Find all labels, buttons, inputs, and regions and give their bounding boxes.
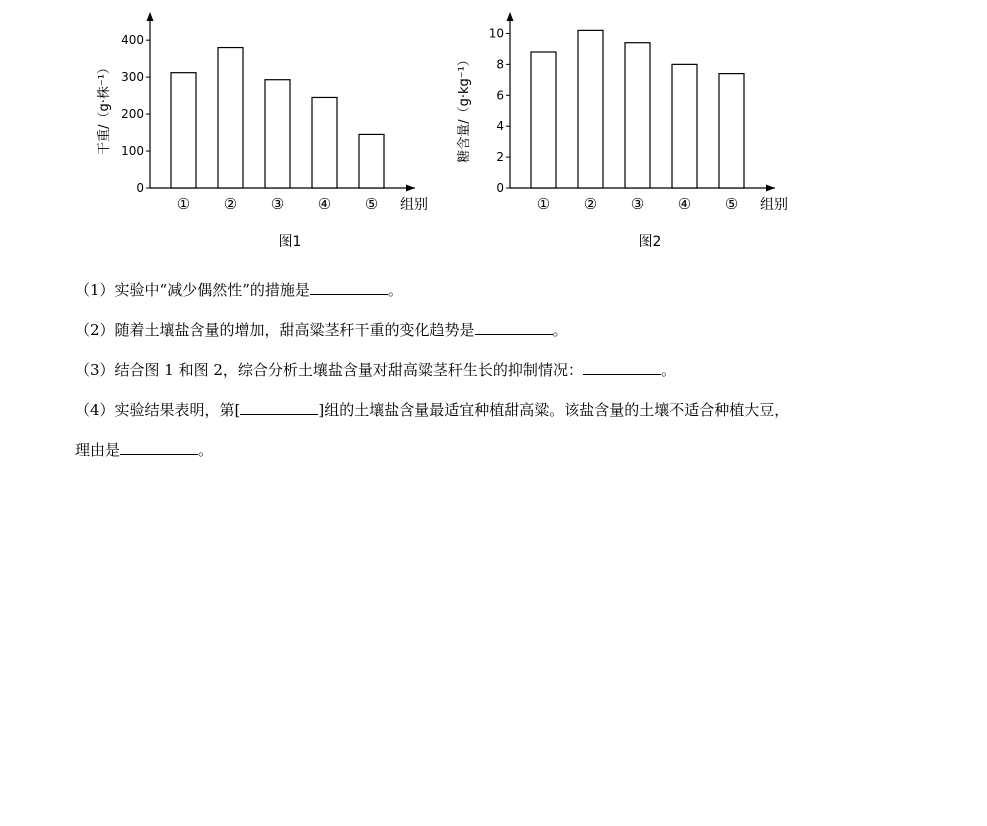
- question-end: 。: [387, 281, 403, 299]
- x-tick-label: ①: [536, 195, 551, 213]
- y-tick-label: 400: [121, 33, 144, 48]
- y-tick-label: 300: [121, 70, 144, 85]
- question-end: 。: [198, 441, 214, 459]
- x-tick-label: ⑤: [724, 195, 739, 213]
- questions: [75, 270, 955, 470]
- question-4: [75, 390, 955, 430]
- answer-blank[interactable]: [475, 320, 553, 335]
- chart-sugar-content: [440, 0, 800, 260]
- question-text: （1）实验中“减少偶然性”的措施是: [75, 281, 310, 299]
- chart-dry-weight: [80, 0, 440, 260]
- bar: [265, 80, 290, 188]
- question-text: （3）结合图 1 和图 2，综合分析土壤盐含量对甜高粱茎秆生长的抑制情况：: [75, 361, 583, 379]
- question-3: [75, 350, 955, 390]
- bar: [171, 73, 196, 188]
- bar: [672, 64, 697, 188]
- x-axis-label: 组别: [400, 197, 428, 213]
- bar: [625, 43, 650, 188]
- question-end: 。: [660, 361, 676, 379]
- bar: [719, 74, 744, 188]
- y-axis-arrow: [147, 12, 154, 21]
- answer-blank[interactable]: [583, 360, 661, 375]
- bar: [218, 48, 243, 188]
- figure-caption: 图2: [638, 234, 662, 250]
- x-axis-arrow: [766, 185, 775, 192]
- y-axis-arrow: [507, 12, 514, 21]
- question-end: 。: [552, 321, 568, 339]
- y-tick-label: 8: [496, 57, 504, 72]
- bar: [312, 97, 337, 188]
- question-text: 理由是: [75, 441, 121, 459]
- question-4-reason: [75, 430, 955, 470]
- answer-blank[interactable]: [120, 440, 198, 455]
- question-2: [75, 310, 955, 350]
- x-tick-label: ③: [270, 195, 285, 213]
- question-1: [75, 270, 955, 310]
- x-tick-label: ②: [583, 195, 598, 213]
- y-tick-label: 100: [121, 144, 144, 159]
- y-tick-label: 200: [121, 107, 144, 122]
- y-axis-label: 糖含量/（g·kg⁻¹）: [457, 53, 472, 163]
- answer-blank[interactable]: [310, 280, 388, 295]
- x-tick-label: ⑤: [364, 195, 379, 213]
- bar: [578, 30, 603, 188]
- bar: [531, 52, 556, 188]
- question-text: （2）随着土壤盐含量的增加，甜高粱茎秆干重的变化趋势是: [75, 321, 475, 339]
- figures: [0, 0, 987, 260]
- x-tick-label: ③: [630, 195, 645, 213]
- x-tick-label: ②: [223, 195, 238, 213]
- y-tick-label: 0: [496, 181, 504, 195]
- x-tick-label: ④: [677, 195, 692, 213]
- y-tick-label: 0: [136, 181, 144, 195]
- bar: [359, 134, 384, 188]
- question-text: （4）实验结果表明，第[: [75, 401, 241, 419]
- y-axis-label: 干重/（g·株⁻¹）: [97, 61, 112, 155]
- x-tick-label: ①: [176, 195, 191, 213]
- answer-blank[interactable]: [240, 400, 318, 415]
- y-tick-label: 10: [488, 26, 504, 41]
- y-tick-label: 4: [496, 119, 504, 134]
- figure-caption: 图1: [278, 234, 302, 250]
- x-axis-label: 组别: [760, 197, 788, 213]
- y-tick-label: 2: [496, 150, 504, 165]
- x-axis-arrow: [406, 185, 415, 192]
- question-text-cont: ]组的土壤盐含量最适宜种植甜高粱。该盐含量的土壤不适合种植大豆，: [318, 401, 790, 419]
- x-tick-label: ④: [317, 195, 332, 213]
- y-tick-label: 6: [496, 88, 504, 103]
